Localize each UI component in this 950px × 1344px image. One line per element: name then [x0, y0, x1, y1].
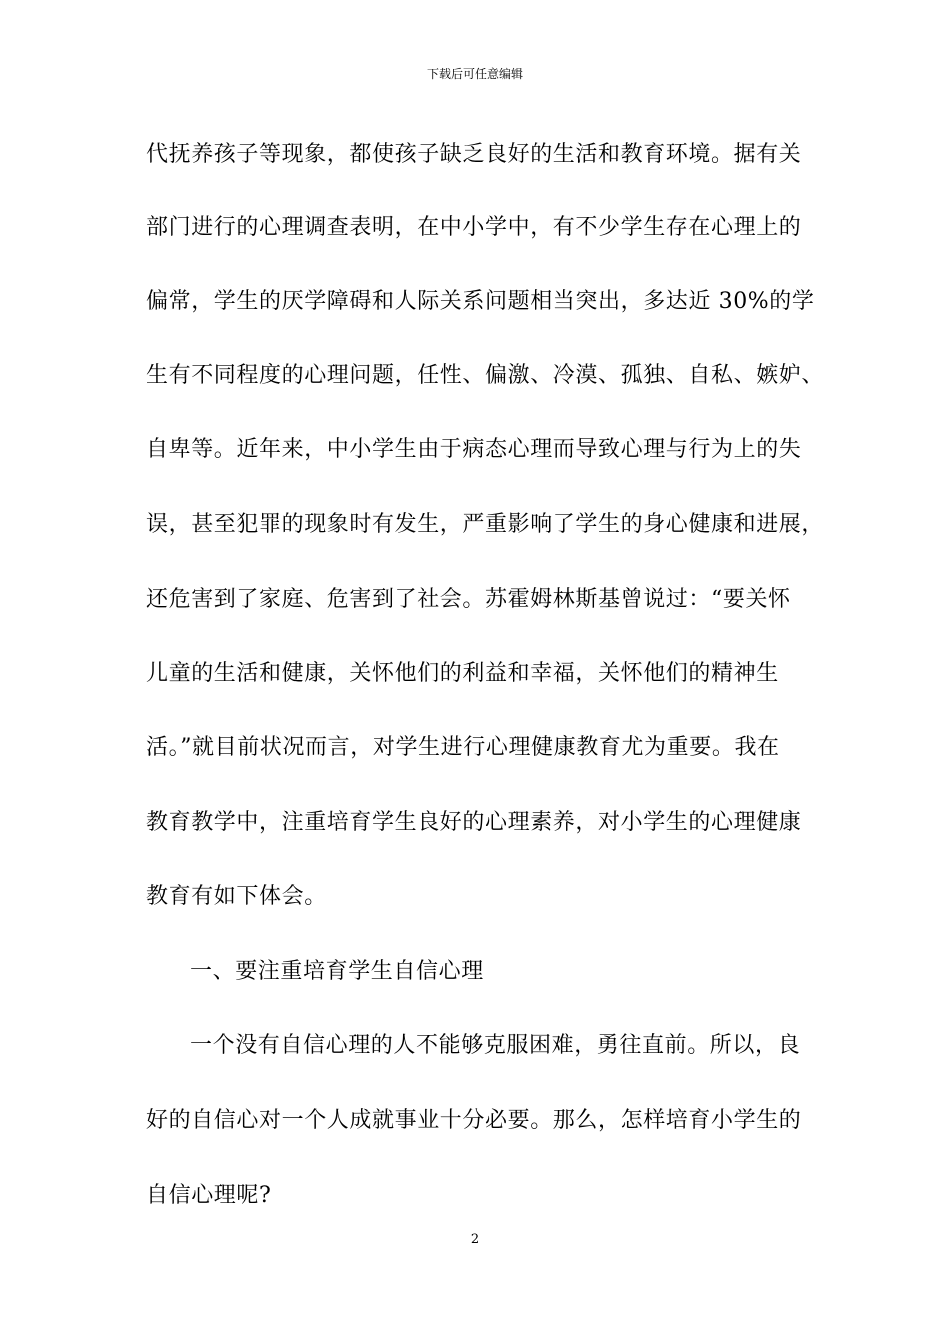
body-line: 活。”就目前状况而言，对学生进行心理健康教育尤为重要。我在: [146, 735, 780, 760]
body-line: 教育教学中，注重培育学生良好的心理素养，对小学生的心理健康: [146, 810, 802, 835]
body-line: 还危害到了家庭、危害到了社会。苏霍姆林斯基曾说过：“要关怀: [146, 587, 791, 612]
body-line: 儿童的生活和健康，关怀他们的利益和幸福，关怀他们的精神生: [146, 661, 779, 686]
section-heading: 一、要注重培育学生自信心理: [190, 959, 484, 984]
body-line: 自卑等。近年来，中小学生由于病态心理而导致心理与行为上的失: [146, 437, 802, 462]
body-line: 代抚养孩子等现象，都使孩子缺乏良好的生活和教育环境。据有关: [146, 142, 802, 167]
body-line: 生有不同程度的心理问题，任性、偏激、冷漠、孤独、自私、嫉妒、: [146, 363, 825, 388]
page-header: 下载后可任意编辑: [426, 67, 523, 81]
body-line: 偏常，学生的厌学障碍和人际关系问题相当突出，多达近 30%的学: [146, 289, 815, 314]
body-line: 教育有如下体会。: [146, 884, 327, 909]
body-line: 一个没有自信心理的人不能够克服困难，勇往直前。所以，良: [190, 1033, 801, 1058]
body-line: 自信心理呢?: [146, 1183, 272, 1208]
page-number: 2: [470, 1232, 480, 1247]
body-line: 部门进行的心理调查表明，在中小学中，有不少学生存在心理上的: [146, 215, 802, 240]
body-line: 误，甚至犯罪的现象时有发生，严重影响了学生的身心健康和进展，: [146, 512, 825, 537]
body-line: 好的自信心对一个人成就事业十分必要。那么，怎样培育小学生的: [146, 1108, 802, 1133]
